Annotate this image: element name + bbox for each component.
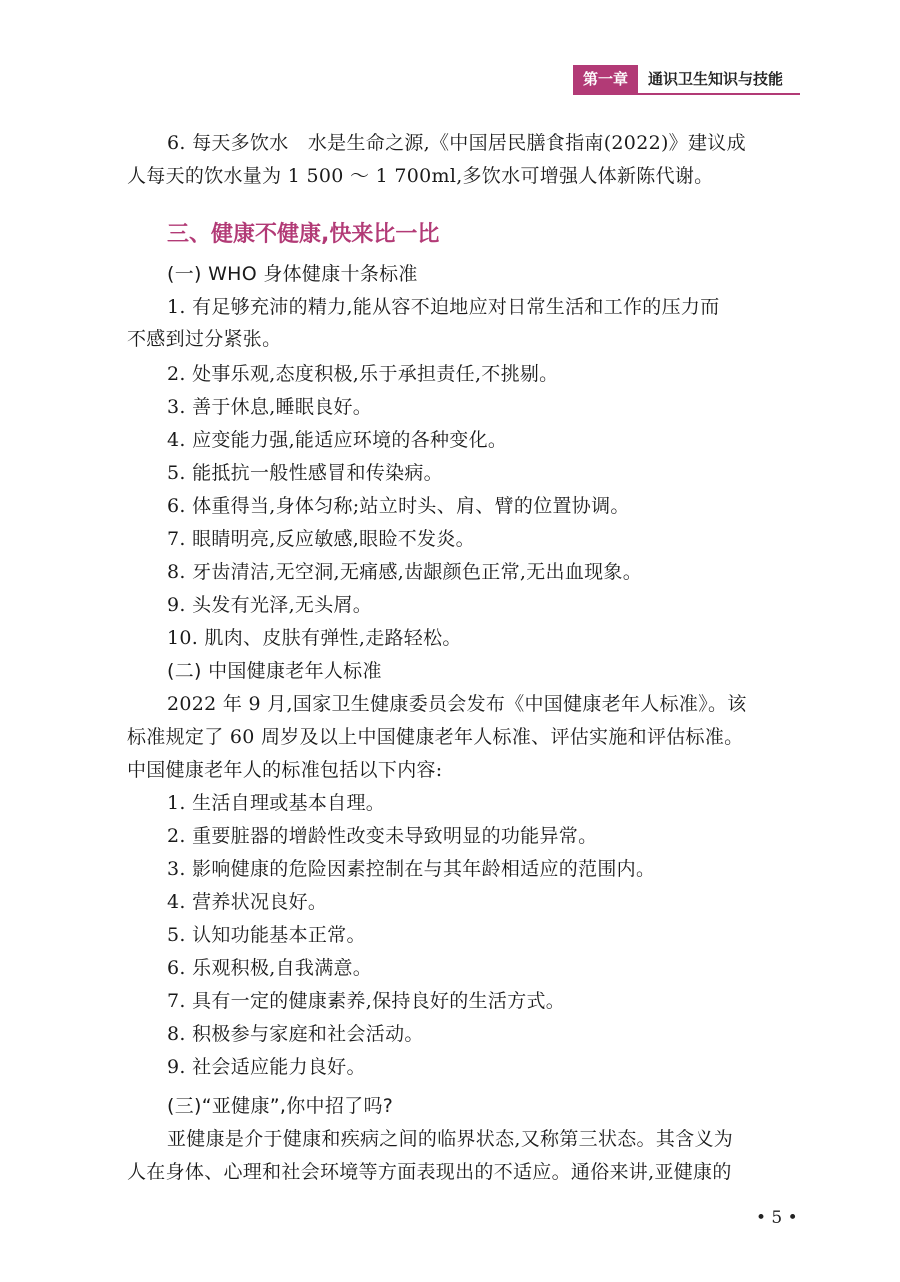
elderly-para-line-2: 标准规定了 60 周岁及以上中国健康老年人标准、评估实施和评估标准。	[127, 726, 744, 748]
subsection-title-elderly: (二) 中国健康老年人标准	[167, 660, 382, 682]
page-number: • 5 •	[756, 1208, 798, 1228]
elderly-item: 9. 社会适应能力良好。	[167, 1056, 366, 1078]
subsection-title-who: (一) WHO 身体健康十条标准	[167, 263, 418, 285]
subhealth-para-line-1: 亚健康是介于健康和疾病之间的临界状态,又称第三状态。其含义为	[167, 1128, 734, 1150]
elderly-item: 1. 生活自理或基本自理。	[167, 792, 386, 814]
who-item-1-line-2: 不感到过分紧张。	[127, 328, 282, 350]
elderly-item: 2. 重要脏器的增龄性改变未导致明显的功能异常。	[167, 825, 598, 847]
subhealth-para-line-2: 人在身体、心理和社会环境等方面表现出的不适应。通俗来讲,亚健康的	[127, 1161, 732, 1183]
elderly-item: 5. 认知功能基本正常。	[167, 924, 366, 946]
who-item-1-line-1: 1. 有足够充沛的精力,能从容不迫地应对日常生活和工作的压力而	[167, 296, 720, 318]
who-item: 3. 善于休息,睡眠良好。	[167, 396, 373, 418]
who-item: 4. 应变能力强,能适应环境的各种变化。	[167, 429, 508, 451]
who-item: 8. 牙齿清洁,无空洞,无痛感,齿龈颜色正常,无出血现象。	[167, 561, 643, 583]
who-item: 5. 能抵抗一般性感冒和传染病。	[167, 462, 443, 484]
header-rule	[573, 93, 800, 95]
who-item: 10. 肌肉、皮肤有弹性,走路轻松。	[167, 627, 462, 649]
section-title: 三、健康不健康,快来比一比	[167, 222, 440, 247]
elderly-item: 3. 影响健康的危险因素控制在与其年龄相适应的范围内。	[167, 858, 656, 880]
who-item: 6. 体重得当,身体匀称;站立时头、肩、臂的位置协调。	[167, 495, 630, 517]
subsection-title-subhealth: (三)“亚健康”,你中招了吗?	[167, 1095, 394, 1117]
elderly-item: 6. 乐观积极,自我满意。	[167, 957, 373, 979]
elderly-para-line-1: 2022 年 9 月,国家卫生健康委员会发布《中国健康老年人标准》。该	[167, 693, 747, 715]
elderly-item: 7. 具有一定的健康素养,保持良好的生活方式。	[167, 990, 566, 1012]
who-item: 7. 眼睛明亮,反应敏感,眼睑不发炎。	[167, 528, 475, 550]
chapter-tag: 第一章	[573, 65, 638, 93]
elderly-item: 8. 积极参与家庭和社会活动。	[167, 1023, 424, 1045]
elderly-para-line-3: 中国健康老年人的标准包括以下内容:	[127, 759, 443, 781]
who-item: 2. 处事乐观,态度积极,乐于承担责任,不挑剔。	[167, 363, 559, 385]
elderly-item: 4. 营养状况良好。	[167, 891, 328, 913]
who-item: 9. 头发有光泽,无头屑。	[167, 594, 373, 616]
intro-line-2: 人每天的饮水量为 1 500 ～ 1 700ml,多饮水可增强人体新陈代谢。	[127, 165, 714, 187]
intro-line-1: 6. 每天多饮水 水是生命之源,《中国居民膳食指南(2022)》建议成	[167, 132, 746, 154]
running-header	[573, 64, 783, 94]
chapter-title: 通识卫生知识与技能	[648, 70, 784, 88]
